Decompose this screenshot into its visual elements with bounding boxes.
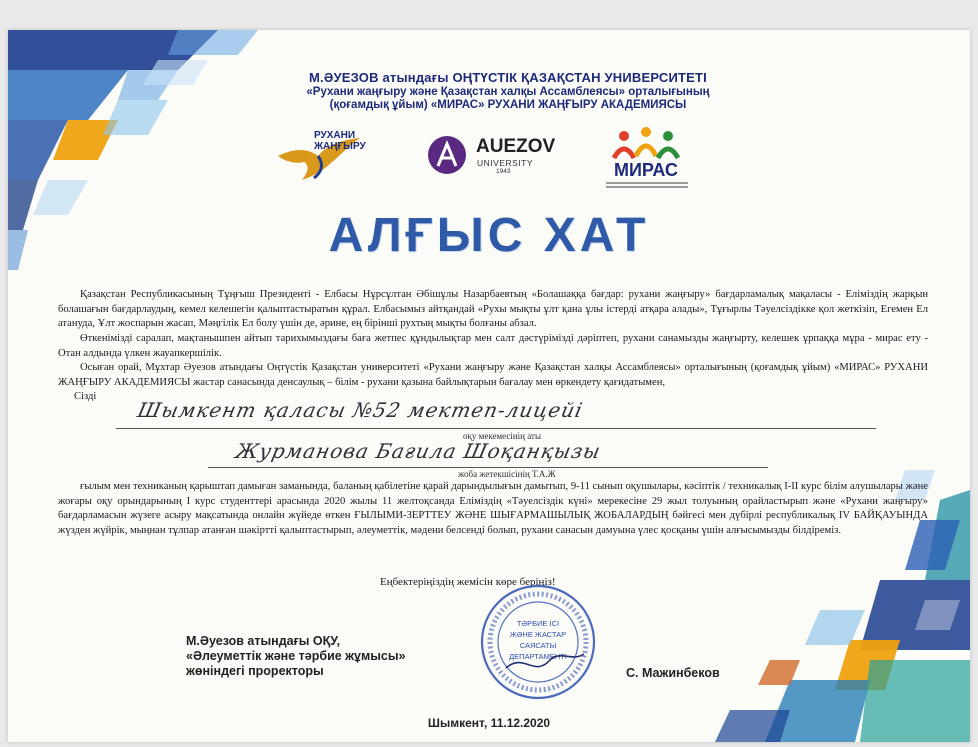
miras-logo-text: МИРАС	[614, 160, 678, 180]
header-line-1: М.ӘУЕЗОВ атындағы ОҢТҮСТІК ҚАЗАҚСТАН УНИВЕРСИТЕТІ	[308, 70, 707, 85]
certificate-title: АЛҒЫС ХАТ	[328, 209, 650, 262]
header-line-2: «Рухани жаңғыру және Қазақстан халқы Ассамблеясы» орталығының	[306, 86, 710, 98]
name-field-caption: жоба жетекшісінің Т.А.Ж	[458, 469, 556, 479]
stamp-text-4: ДЕПАРТАМЕНТІ	[509, 652, 567, 661]
paragraph-5: ғылым мен техниканың қарыштап дамыған заманында, баланың қабілетіне қарай дарындылығын дамытып, 9-11 сынып оқушылары, кәсіптік / техникалық І-ІІ курс білім алушылары және жоғары оқу орындарының І курс студенттері арасында 2020 жылы 11 желтоқсанда Еліміздің «Тәуелсіздік күні» мерекесіне 29 жыл толуының орайластырып және «Рухани жаңғыру» бағдарламасын жүзеге асыру мақсатында онлайн жүйеде өткен ҒЫЛЫМИ-ЗЕРТТЕУ ЖӘНЕ ШЫҒАРМАШЫЛЫҚ ЖОБАЛАРДЫҢ бәйгесі мен дүбірлі республикалық IV БАЙҚАУЫНДА жүзден жүйрік, мыңнан тұлпар атанған шәкіртті қалыптастырып, әлеуметтік, мәдени белсенді болып, рухани санасын дамуына үлес қосқаны үшін алғысымызды білдіреміз.	[58, 481, 928, 536]
paragraph-2: Өткенімізді саралап, мақтанышпен айтып тарихымыздағы баға жетпес құндылықтар мен салт дәстүрімізді дәріптеп, рухани санамызды жаңғырту, келешек ұрпаққа мұра - мирас ету - Отан алдында үлкен жауапкершілік.	[58, 333, 928, 359]
stamp-text-3: САЯСАТЫ	[519, 641, 557, 650]
paragraph-3: Осыған орай, Мұхтар Әуезов атындағы Оңтүстік Қазақстан университеті «Рухани жаңғыру және Қазақстан халқы Ассамблеясы» орталығының (қоғамдық ұйым) «МИРАС» РУХАНИ ЖАҢҒЫРУ АКАДЕМИЯСЫ жастар санасында денсаулық – білім - рухани қазына байлықтарын бағалау мен өркендету қағидатымен,	[58, 362, 928, 388]
university-header	[198, 70, 818, 111]
signatory-name: С. Мажинбеков	[626, 666, 720, 680]
paragraph-addressee: Сізді	[74, 391, 97, 402]
official-stamp	[476, 582, 606, 702]
logos-row	[8, 126, 970, 216]
signatory-title-line-2: «Әлеуметтік және тәрбие жұмысы»	[186, 649, 406, 663]
org-field-line	[116, 428, 876, 429]
name-field-line	[208, 467, 768, 468]
certificate-sheet	[8, 30, 970, 742]
rukhani-logo-text: РУХАНИ ЖАҢҒЫРУ	[314, 130, 366, 152]
place-and-date: Шымкент, 11.12.2020	[427, 716, 551, 730]
auezov-name: AUEZOV	[476, 136, 556, 157]
stamp-text-1: ТӘРБИЕ ІСІ	[516, 619, 560, 628]
miras-logo	[610, 126, 682, 180]
org-field-caption: оқу мекемесінің аты	[463, 431, 541, 441]
miras-fine-print-2	[606, 186, 688, 188]
paragraph-1: Қазақстан Республикасының Тұңғыш Президенті - Елбасы Нұрсұлтан Әбішұлы Назарбаевтың «Болашаққа бағдар: рухани жаңғыру» бағдарламалық мақаласы - Еліміздің жарқын болашағын бағдарлаудың, кемел келешегін қалыптастыратын құрал. Елбасымыз айтқандай «Рухы мықты ұлт қана ұлы істерді атқара алады», Тұғырлы Тәуелсіздікке қол жеткізіп, Егемен Ел атануда, Ұлт жоспарын жасап, Мәңгілік Ел болу үшін де, әрине, ең бірінші рухтың мықты болғаны абзал.	[58, 289, 928, 330]
org-field-handwritten: Шымкент қаласы №52 мектеп-лицейі	[135, 398, 586, 422]
stamp-text-2: ЖӘНЕ ЖАСТАР	[509, 630, 567, 639]
miras-people-icon	[610, 126, 682, 162]
closing-wish: Еңбектеріңіздің жемісін көре беріңіз!	[380, 576, 556, 588]
header-line-3: (қоғамдық ұйым) «МИРАС» РУХАНИ ЖАҢҒЫРУ АКАДЕМИЯСЫ	[329, 99, 687, 111]
name-field-handwritten: Журманова Бағила Шоқанқызы	[233, 439, 604, 463]
signatory-title-line-1: М.Әуезов атындағы ОҚУ,	[186, 634, 341, 648]
auezov-emblem-icon	[426, 134, 468, 176]
auezov-university-logo	[426, 134, 556, 181]
rukhani-zhangyru-logo	[274, 126, 364, 189]
miras-fine-print	[606, 182, 688, 184]
auezov-year: 1943	[496, 168, 511, 175]
signatory-title-line-3: жөніндегі проректоры	[186, 664, 324, 678]
signatory-title	[186, 634, 406, 679]
auezov-subtitle: UNIVERSITY	[477, 158, 534, 168]
